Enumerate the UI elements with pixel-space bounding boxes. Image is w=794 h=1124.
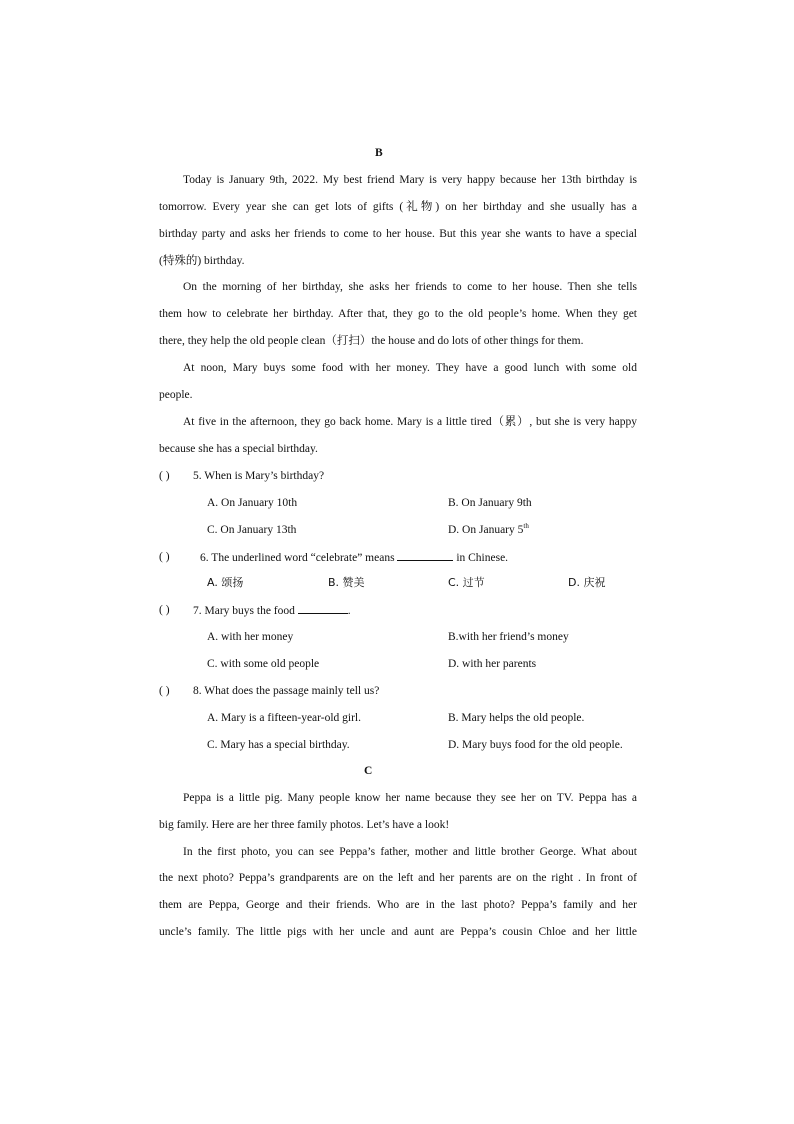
passage-c-line: the next photo? Peppa’s grandparents are on the left and her parents are on the right . In front of	[159, 872, 637, 884]
passage-b-line: At noon, Mary buys some food with her money. They have a good lunch with some old	[183, 362, 637, 374]
answer-bracket[interactable]: ( )	[159, 685, 170, 697]
option-a[interactable]: A. Mary is a fifteen-year-old girl.	[207, 712, 362, 724]
option-b[interactable]: B. 赞美	[328, 576, 365, 589]
passage-c-line: Peppa is a little pig. Many people know her name because they see her on TV. Peppa has a	[183, 792, 637, 804]
option-b[interactable]: B. On January 9th	[448, 497, 532, 509]
passage-b-line: people.	[159, 389, 193, 401]
option-d[interactable]: D. 庆祝	[568, 576, 606, 589]
passage-c-line: In the first photo, you can see Peppa’s father, mother and little brother George. What about	[183, 846, 637, 858]
passage-b-line: Today is January 9th, 2022. My best friend Mary is very happy because her 13th birthday is	[183, 174, 637, 186]
option-a[interactable]: A. On January 10th	[207, 497, 298, 509]
passage-b-line: tomorrow. Every year she can get lots of gifts (礼物) on her birthday and she usually has a	[159, 201, 637, 213]
question-stem	[200, 550, 508, 565]
stem-text: 6. The underlined word “celebrate” means	[200, 552, 395, 564]
ordinal-suffix: th	[523, 522, 529, 531]
option-b[interactable]: B.with her friend’s money	[448, 631, 569, 643]
option-d[interactable]: D. Mary buys food for the old people.	[448, 739, 623, 751]
passage-b-line: (特殊的) birthday.	[159, 255, 245, 267]
option-d[interactable]: D. with her parents	[448, 658, 537, 670]
passage-b-line: there, they help the old people clean（打扫）the house and do lots of other things for them.	[159, 335, 584, 347]
option-c[interactable]: C. with some old people	[207, 658, 320, 670]
passage-c-line: them are Peppa, George and their friends. Who are in the last photo? Peppa’s family and her	[159, 899, 637, 911]
option-d[interactable]	[448, 523, 529, 537]
passage-b-line: At five in the afternoon, they go back home. Mary is a little tired（累）, but she is very happy	[183, 416, 637, 428]
passage-c-line: big family. Here are her three family photos. Let’s have a look!	[159, 819, 450, 831]
option-c[interactable]: C. Mary has a special birthday.	[207, 739, 350, 751]
option-a[interactable]: A. with her money	[207, 631, 294, 643]
option-b[interactable]: B. Mary helps the old people.	[448, 712, 585, 724]
stem-text: .	[347, 605, 351, 617]
answer-bracket[interactable]: ( )	[159, 604, 170, 616]
fill-blank[interactable]	[397, 550, 453, 561]
stem-text: in Chinese.	[456, 552, 509, 564]
passage-b-line: On the morning of her birthday, she asks her friends to come to her house. Then she tells	[183, 281, 637, 293]
option-c[interactable]: C. 过节	[448, 576, 485, 589]
passage-b-line: because she has a special birthday.	[159, 443, 318, 455]
answer-bracket[interactable]: ( )	[159, 551, 170, 563]
fill-blank[interactable]	[298, 603, 348, 614]
passage-b-line: birthday party and asks her friends to come to her house. But this year she wants to have a special	[159, 228, 637, 240]
option-a[interactable]: A. 颂扬	[207, 576, 244, 589]
question-stem: 8. What does the passage mainly tell us?	[193, 685, 380, 697]
question-stem	[193, 603, 351, 618]
passage-b-line: them how to celebrate her birthday. After that, they go to the old people’s home. When they get	[159, 308, 637, 320]
option-c[interactable]: C. On January 13th	[207, 524, 297, 536]
section-b-heading: B	[375, 147, 383, 159]
stem-text: 7. Mary buys the food	[193, 605, 295, 617]
answer-bracket[interactable]: ( )	[159, 470, 170, 482]
passage-c-line: uncle’s family. The little pigs with her uncle and aunt are Peppa’s cousin Chloe and her little	[159, 926, 637, 938]
option-d-text: D. On January 5	[448, 524, 524, 536]
section-c-heading: C	[364, 765, 373, 777]
question-stem: 5. When is Mary’s birthday?	[193, 470, 325, 482]
